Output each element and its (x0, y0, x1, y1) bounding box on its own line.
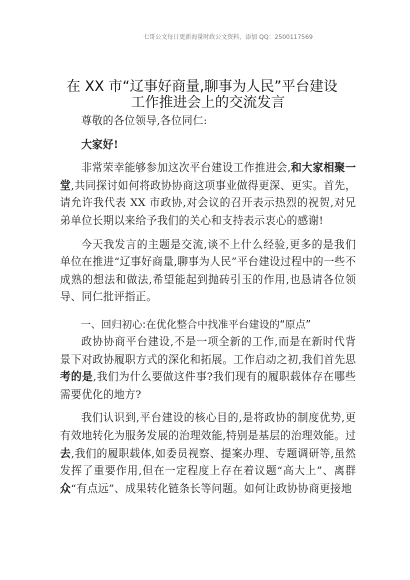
paragraph-4-part-c: ,我们的履职载体,如委员视察、提案办理、专题调研等,虽然发挥了重要作用,但在一定程度上存在着议题“高大上”、离群 (60, 447, 357, 478)
paragraph-4-bold-2: 众 (60, 482, 71, 495)
paragraph-4 (60, 410, 356, 498)
paragraph-4-bold-1: 去 (60, 447, 71, 460)
header-note: 七哥公文每日更新海量时政公文资料，添加 QQ：2500117569 (143, 34, 313, 41)
paragraph-2: 今天我发言的主题是交流,谈不上什么经验,更多的是我们单位在推进“辽事好商量,聊事为人民”平台建设过程中的一些不成熟的想法和做法,希望能起到抛砖引玉的作用,也恳请各位领导、同仁批评指正。 (60, 238, 356, 304)
paragraph-3 (60, 334, 356, 404)
document-title (60, 79, 356, 111)
greeting: 大家好! (81, 138, 119, 151)
paragraph-4-part-e: “有点远”、成果转化链条长等问题。如何让政协协商更接地 (70, 482, 352, 495)
paragraph-1-part-c: ,共同探讨如何将政协协商这项事业做得更深、更实。首先，请允许我代表 XX 市政协,对会议的召开表示热烈的祝贺,对兄弟单位长期以来给予我们的关心和支持表示衷心的感谢! (60, 179, 357, 227)
paragraph-3-bold: 考的是 (60, 371, 94, 384)
paragraph-3-part-c: ,我们为什么要做这件事?我们现有的履职载体存在哪些需要优化的地方? (60, 371, 356, 401)
paragraph-1-bold: 和大家相聚一堂 (60, 162, 357, 192)
paragraph-4-part-a: 我们认识到,平台建设的核心目的,是将政协的制度优势,更有效地转化为服务发展的治理效能,特别是基层的治理效能。过 (60, 412, 356, 442)
paragraph-1-part-a: 非常荣幸能够参加这次平台建设工作推进会, (81, 162, 291, 175)
salutation: 尊敬的各位领导,各位同仁: (81, 115, 208, 127)
paragraph-3-part-a: 政协协商平台建设,不是一项全新的工作,而是在新时代背景下对政协履职方式的深化和拓展。工作启动之初,我们首先思 (60, 335, 356, 366)
title-line-1: 在 XX 市“辽事好商量,聊事为人民”平台建设 (66, 79, 338, 95)
title-line-2: 工作推进会上的交流发言 (131, 95, 285, 111)
paragraph-1 (60, 160, 356, 230)
section-heading-1: 一、回归初心:在优化整合中找准平台建设的“原点” (80, 318, 311, 331)
